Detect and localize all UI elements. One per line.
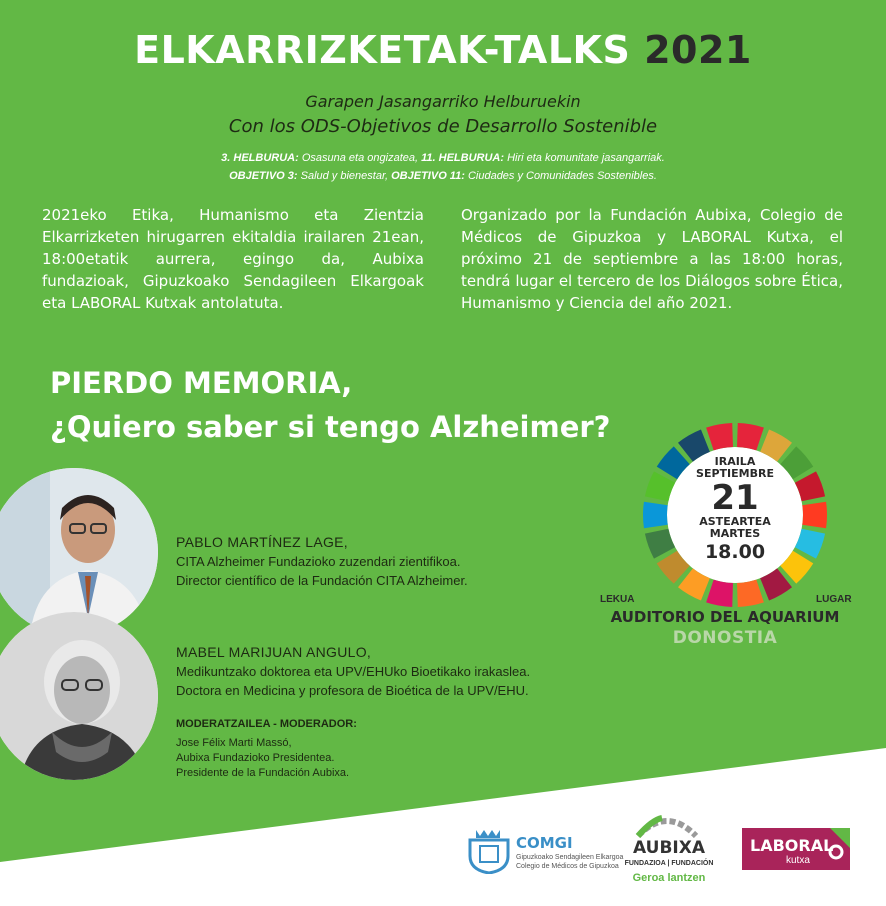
speaker-name: PABLO MARTÍNEZ LAGE, (176, 534, 348, 550)
aubixa-logo (614, 812, 724, 892)
comgi-sub-eu: Gipuzkoako Sendagileen Elkargoa (516, 854, 624, 861)
place-label-eu: LEKUA (600, 594, 635, 605)
weekday-eu: ASTEARTEA (699, 515, 771, 528)
headline-line-2: ¿Quiero saber si tengo Alzheimer? (50, 410, 611, 444)
goal-text: Hiri eta komunitate jasangarriak. (504, 152, 665, 164)
kutxa-name: kutxa (786, 855, 810, 866)
goal-label: OBJETIVO 3: (229, 170, 298, 182)
headline-line-1: PIERDO MEMORIA, (50, 366, 353, 400)
comgi-sub-es: Colegio de Médicos de Gipuzkoa (516, 863, 619, 870)
month-eu: IRAILA (714, 455, 756, 468)
title-year: 2021 (644, 28, 752, 72)
title-text: ELKARRIZKETAK-TALKS (134, 28, 631, 72)
goal-label: 11. HELBURUA: (421, 152, 505, 164)
goal-text: Ciudades y Comunidades Sostenibles. (464, 170, 657, 182)
sdg-segment (706, 580, 733, 607)
moderator-label: MODERATZAILEA - MODERADOR: (176, 718, 357, 730)
goal-label: OBJETIVO 11: (391, 170, 465, 182)
sdg-segment (737, 423, 764, 450)
place-label-es: LUGAR (816, 594, 852, 605)
sdg-segment (643, 502, 668, 529)
goals-eu (0, 152, 886, 164)
goal-label: 3. HELBURUA: (221, 152, 299, 164)
month-es: SEPTIEMBRE (696, 467, 774, 480)
aubixa-name: AUBIXA (633, 838, 705, 858)
moderator-role-eu: Aubixa Fundazioko Presidentea. (176, 752, 335, 764)
event-title (0, 28, 886, 72)
event-day: 21 (711, 478, 759, 518)
goal-text: Salud y bienestar, (297, 170, 392, 182)
goal-text: Osasuna eta ongizatea, (298, 152, 422, 164)
event-date (670, 456, 800, 564)
intro-paragraph-eu: 2021eko Etika, Humanismo eta Zientzia Elkarrizketen hirugarren ekitaldia irailaren 21ean, 18:00etatik aurrera, egingo da, Aubixa fundazioak, Gipuzkoako Sendagileen Elkargoak eta LABORAL Kutxak antolatuta. (42, 206, 424, 312)
goals-es (0, 170, 886, 182)
event-time: 18.00 (704, 541, 766, 563)
speaker-1 (176, 534, 596, 590)
speaker-role-eu: CITA Alzheimer Fundazioko zuzendari zientifikoa. (176, 554, 461, 569)
sdg-segment (802, 502, 827, 529)
aubixa-sub: FUNDAZIOA | FUNDACIÓN (624, 860, 714, 867)
venue-name: AUDITORIO DEL AQUARIUM (610, 608, 840, 626)
moderator-role-es: Presidente de la Fundación Aubixa. (176, 767, 350, 779)
subtitle-eu: Garapen Jasangarriko Helburuekin (305, 92, 581, 111)
speaker-2 (176, 644, 656, 700)
sdg-segment (737, 580, 764, 607)
speaker-role-eu: Medikuntzako doktorea eta UPV/EHUko Bioetikako irakaslea. (176, 664, 531, 679)
comgi-emblem-icon (466, 826, 512, 874)
aubixa-tagline: Geroa lantzen (632, 872, 706, 884)
intro-paragraph-es: Organizado por la Fundación Aubixa, Colegio de Médicos de Gipuzkoa y LABORAL Kutxa, el próximo 21 de septiembre a las 18:00 horas, tendrá lugar el tercero de los Diálogos sobre Ética, Humanismo y Ciencia del año 2021. (461, 206, 843, 312)
speaker-role-es: Doctora en Medicina y profesora de Bioética de la UPV/EHU. (176, 683, 529, 698)
sdg-segment (706, 423, 733, 450)
laboral-kutxa-logo (742, 828, 850, 870)
venue-city: DONOSTIA (672, 628, 778, 648)
speaker-name: MABEL MARIJUAN ANGULO, (176, 644, 372, 660)
moderator-block (176, 718, 516, 781)
aubixa-arc-icon (632, 812, 702, 838)
laboral-name: LABORAL (750, 836, 834, 855)
speaker-role-es: Director científico de la Fundación CITA Alzheimer. (176, 573, 468, 588)
comgi-logo (466, 826, 636, 876)
subtitle-es: Con los ODS-Objetivos de Desarrollo Sostenible (228, 116, 658, 137)
weekday-es: MARTES (709, 527, 761, 540)
moderator-name: Jose Félix Marti Massó, (176, 737, 292, 749)
comgi-name: COMGI (516, 834, 573, 852)
